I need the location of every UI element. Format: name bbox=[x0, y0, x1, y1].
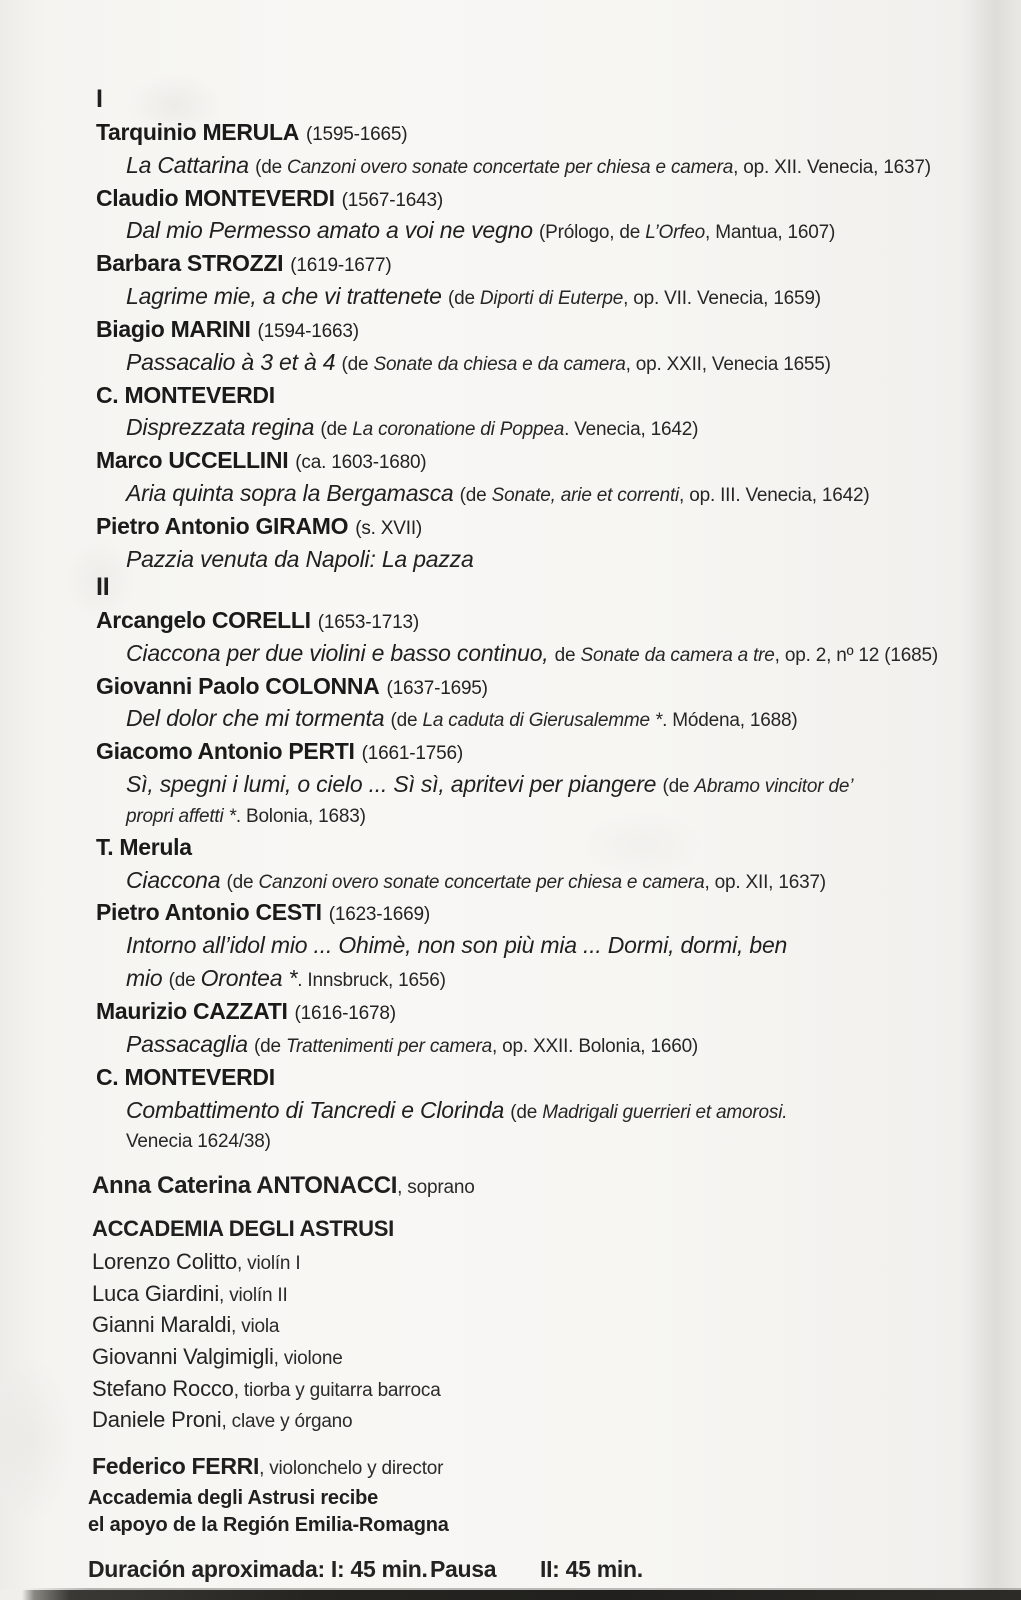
member-name: Giovanni Valgimigli bbox=[92, 1343, 274, 1369]
work-segment: (de bbox=[447, 288, 480, 310]
work-segment: Sonate, arie et correnti bbox=[491, 485, 680, 507]
work-segment: , op. XII, 1637) bbox=[704, 871, 826, 893]
composer-name: Giacomo Antonio PERTI bbox=[96, 738, 355, 765]
work-segment: . Innsbruck, 1656) bbox=[297, 970, 446, 992]
work-segment: Disprezzata regina bbox=[126, 414, 321, 441]
section-number-line bbox=[96, 85, 931, 118]
work-segment: Trattenimenti per camera bbox=[285, 1035, 493, 1057]
ensemble-member bbox=[92, 1311, 475, 1343]
composer-line bbox=[96, 1063, 938, 1096]
composer-line bbox=[96, 737, 938, 770]
work-segment: , op. III. Venecia, 1642) bbox=[679, 485, 870, 507]
work-segment: . Venecia, 1642) bbox=[564, 419, 699, 441]
acknowledgement-line-1: Accademia degli Astrusi recibe bbox=[88, 1487, 379, 1509]
work-segment: (de bbox=[255, 156, 288, 178]
work-segment: , op. 2, nº 12 (1685) bbox=[774, 644, 938, 666]
director-line bbox=[92, 1452, 475, 1485]
work-segment: Abramo vincitor de’ bbox=[694, 776, 854, 798]
work-segment: . Bolonia, 1683) bbox=[235, 805, 366, 827]
work-line bbox=[96, 964, 938, 997]
work-segment: Orontea * bbox=[200, 965, 298, 992]
ensemble-member bbox=[92, 1375, 475, 1407]
composer-line bbox=[96, 833, 938, 866]
duration-text: Duración aproximada: I: 45 min. bbox=[88, 1556, 428, 1582]
work-segment: La coronatione di Poppea bbox=[352, 419, 565, 441]
work-segment: Venecia 1624/38) bbox=[126, 1131, 271, 1153]
work-line bbox=[96, 1096, 938, 1129]
work-segment: (de bbox=[459, 485, 492, 507]
section-number: I bbox=[96, 85, 103, 113]
work-segment: (de bbox=[390, 710, 423, 732]
work-line bbox=[96, 866, 938, 899]
composer-name: Barbara STROZZI bbox=[96, 250, 284, 277]
work-segment: Pazzia venuta da Napoli: La pazza bbox=[126, 545, 474, 572]
soloist-line bbox=[92, 1172, 475, 1204]
work-segment: (de bbox=[662, 776, 695, 798]
work-segment: Diporti di Euterpe bbox=[479, 288, 624, 310]
work-line bbox=[96, 282, 931, 315]
work-segment: , op. XXII. Bolonia, 1660) bbox=[492, 1035, 699, 1057]
composer-line bbox=[96, 315, 931, 348]
work-segment: de bbox=[554, 644, 581, 666]
work-line bbox=[96, 479, 931, 512]
work-segment: mio bbox=[126, 965, 169, 992]
work-line bbox=[96, 413, 931, 446]
program-section-1 bbox=[96, 85, 931, 578]
composer-line bbox=[96, 997, 938, 1030]
work-segment: Aria quinta sopra la Bergamasca bbox=[126, 480, 460, 507]
composer-line bbox=[96, 446, 931, 479]
composer-dates: (1594-1663) bbox=[257, 320, 359, 342]
work-segment: (de bbox=[168, 970, 201, 992]
composer-dates: (1616-1678) bbox=[294, 1002, 396, 1024]
composer-name: Arcangelo CORELLI bbox=[96, 606, 311, 633]
director-role: , violonchelo y director bbox=[259, 1457, 444, 1479]
composer-dates: (1661-1756) bbox=[361, 743, 463, 765]
composer-name: Pietro Antonio GIRAMO bbox=[96, 512, 349, 539]
work-segment: Sonate da chiesa e da camera bbox=[373, 353, 626, 375]
member-name: Gianni Maraldi bbox=[92, 1312, 232, 1338]
composer-name: Giovanni Paolo COLONNA bbox=[96, 672, 380, 699]
composer-name: Tarquinio MERULA bbox=[96, 118, 300, 145]
composer-dates: (1619-1677) bbox=[290, 255, 392, 277]
work-segment: L’Orfeo bbox=[645, 222, 706, 244]
work-segment: (de bbox=[510, 1101, 543, 1123]
work-segment: , op. XXII, Venecia 1655) bbox=[625, 353, 831, 375]
work-segment: Sì, spegni i lumi, o cielo ... Sì sì, apritevi per piangere bbox=[126, 771, 663, 798]
work-line bbox=[96, 639, 938, 672]
ensemble-name-line bbox=[92, 1215, 475, 1247]
ensemble-member bbox=[92, 1280, 475, 1312]
scan-edge-bottom bbox=[0, 1590, 1021, 1600]
performers-block bbox=[92, 1172, 475, 1484]
composer-dates: (1637-1695) bbox=[386, 677, 488, 699]
member-role: , tiorba y guitarra barroca bbox=[233, 1379, 441, 1401]
member-role: , violín II bbox=[219, 1284, 288, 1306]
work-segment: . Módena, 1688) bbox=[662, 710, 798, 732]
composer-line bbox=[96, 249, 931, 282]
composer-name: Maurizio CAZZATI bbox=[96, 997, 288, 1024]
member-name: Daniele Proni bbox=[92, 1407, 222, 1433]
member-role: , clave y órgano bbox=[221, 1411, 353, 1433]
soloist-name: Anna Caterina ANTONACCI bbox=[92, 1172, 398, 1199]
work-line bbox=[96, 1128, 938, 1158]
ensemble-name: ACCADEMIA DEGLI ASTRUSI bbox=[92, 1216, 394, 1242]
work-segment: Madrigali guerrieri et amorosi. bbox=[542, 1101, 788, 1123]
composer-name: T. Merula bbox=[96, 833, 192, 860]
composer-dates: (ca. 1603-1680) bbox=[295, 452, 427, 474]
member-role: , viola bbox=[231, 1316, 280, 1338]
composer-name: C. MONTEVERDI bbox=[96, 381, 275, 408]
program-section-2 bbox=[96, 573, 938, 1158]
part-two-duration: II: 45 min. bbox=[540, 1556, 643, 1582]
member-name: Stefano Rocco bbox=[92, 1375, 234, 1401]
composer-name: Pietro Antonio CESTI bbox=[96, 899, 322, 926]
composer-dates: (1653-1713) bbox=[317, 611, 420, 633]
director-name: Federico FERRI bbox=[92, 1452, 260, 1479]
work-segment: Canzoni overo sonate concertate per chiesa e camera bbox=[287, 156, 734, 178]
work-line bbox=[96, 770, 938, 803]
acknowledgement-line-2: el apoyo de la Región Emilia-Romagna bbox=[88, 1513, 449, 1536]
composer-line bbox=[96, 381, 931, 414]
section-number: II bbox=[96, 573, 110, 601]
soloist-role: , soprano bbox=[397, 1177, 475, 1198]
ensemble-member bbox=[92, 1343, 475, 1375]
work-segment: Canzoni overo sonate concertate per chiesa e camera bbox=[258, 871, 705, 893]
work-segment: Sonate da camera a tre bbox=[580, 644, 775, 666]
composer-name: Biagio MARINI bbox=[96, 315, 251, 342]
work-segment: Ciaccona bbox=[126, 866, 227, 893]
work-segment: La caduta di Gierusalemme * bbox=[422, 710, 663, 732]
ensemble-member bbox=[92, 1248, 475, 1280]
work-segment: Lagrime mie, a che vi trattenete bbox=[126, 283, 448, 310]
work-line bbox=[96, 803, 938, 833]
member-name: Lorenzo Colitto bbox=[92, 1249, 237, 1275]
work-segment: Intorno all’idol mio ... Ohimè, non son più mia ... Dormi, dormi, ben bbox=[126, 932, 788, 959]
work-line bbox=[96, 151, 931, 184]
work-segment: propri affetti * bbox=[126, 805, 236, 827]
composer-name: C. MONTEVERDI bbox=[96, 1063, 275, 1090]
work-segment: (de bbox=[341, 353, 374, 375]
composer-line bbox=[96, 672, 938, 705]
member-name: Luca Giardini bbox=[92, 1280, 220, 1306]
composer-line bbox=[96, 118, 931, 151]
composer-line bbox=[96, 512, 931, 545]
member-role: , violín I bbox=[236, 1253, 301, 1275]
work-line bbox=[96, 348, 931, 381]
composer-name: Claudio MONTEVERDI bbox=[96, 184, 335, 211]
work-line bbox=[96, 216, 931, 249]
work-segment: Ciaccona per due violini e basso continuo, bbox=[126, 639, 555, 666]
section-number-line bbox=[96, 573, 938, 606]
work-segment: (de bbox=[320, 419, 353, 441]
work-segment: Del dolor che mi tormenta bbox=[126, 705, 391, 732]
composer-dates: (1595-1665) bbox=[306, 123, 408, 145]
work-line bbox=[96, 704, 938, 737]
work-segment: , Mantua, 1607) bbox=[705, 222, 836, 244]
composer-dates: (1567-1643) bbox=[341, 189, 443, 211]
composer-dates: (s. XVII) bbox=[355, 517, 423, 539]
composer-dates: (1623-1669) bbox=[328, 904, 431, 926]
member-role: , violone bbox=[273, 1347, 343, 1369]
composer-line bbox=[96, 606, 938, 639]
work-segment: Combattimento di Tancredi e Clorinda bbox=[126, 1096, 511, 1123]
work-segment: (Prólogo, de bbox=[539, 222, 646, 244]
pause-label: Pausa bbox=[430, 1556, 497, 1582]
work-segment: Passacalio à 3 et à 4 bbox=[126, 348, 342, 375]
work-segment: Passacaglia bbox=[126, 1030, 255, 1057]
composer-line bbox=[96, 184, 931, 217]
work-segment: La Cattarina bbox=[126, 151, 256, 178]
acknowledgement-block bbox=[88, 1486, 449, 1539]
work-line bbox=[96, 931, 938, 964]
composer-name: Marco UCCELLINI bbox=[96, 447, 289, 474]
work-segment: , op. XII. Venecia, 1637) bbox=[733, 156, 931, 178]
work-segment: , op. VII. Venecia, 1659) bbox=[623, 288, 821, 310]
ensemble-member bbox=[92, 1406, 475, 1438]
ensemble-members-list bbox=[92, 1248, 475, 1438]
composer-line bbox=[96, 898, 938, 931]
work-line bbox=[96, 1030, 938, 1063]
work-segment: Dal mio Permesso amato a voi ne vegno bbox=[126, 217, 539, 244]
work-segment: (de bbox=[226, 871, 259, 893]
work-segment: (de bbox=[254, 1035, 286, 1057]
